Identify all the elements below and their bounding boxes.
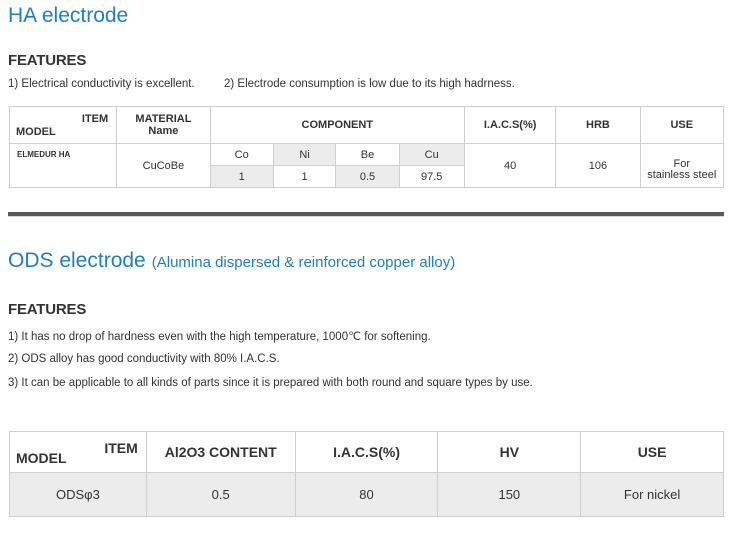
ods-item-label: ITEM [104,440,138,456]
ha-features-heading: FEATURES [8,52,87,69]
ha-model-label: MODEL [16,126,56,138]
ha-comp-value: 0.5 [336,166,399,188]
ha-table-corner-header [10,107,117,144]
ods-table [9,431,724,517]
ods-feature-1: 1) It has no drop of hardness even with the high temperature, 1000℃ for softening. [8,331,431,343]
ha-row-iacs: 40 [464,144,556,188]
ha-item-label: ITEM [81,113,109,125]
ods-feature-2: 2) ODS alloy has good conductivity with 80% I.A.C.S. [8,353,280,365]
ha-row-hrb: 106 [556,144,640,188]
ods-feature-3: 3) It can be applicable to all kinds of parts since it is prepared with both round and square types by use. [8,377,533,389]
ha-use-header: USE [640,107,724,144]
ods-table-corner-header [10,432,147,473]
ods-row-iacs: 80 [295,473,438,517]
ha-comp-name: Co [210,144,273,166]
ha-feature-1: 1) Electrical conductivity is excellent. [8,78,195,90]
ods-al2o3-header: Al2O3 CONTENT [146,432,295,473]
ha-material-header: MATERIAL Name [117,107,211,144]
ha-comp-value: 97.5 [399,166,464,188]
ha-row-use: For stainless steel [640,144,724,188]
ods-model-label: MODEL [16,450,67,466]
ods-row-al2o3: 0.5 [146,473,295,517]
ods-features-heading: FEATURES [8,301,87,318]
ods-row-model: ODSφ3 [10,473,147,517]
ha-comp-value: 1 [273,166,336,188]
ha-comp-name: Ni [273,144,336,166]
ha-table [9,106,724,188]
ods-title: ODS electrode (Alumina dispersed & reinforced copper alloy) [8,249,456,272]
section-divider-shadow [8,216,724,217]
ha-row-material: CuCoBe [117,144,211,188]
ha-hrb-header: HRB [556,107,640,144]
ods-use-header: USE [581,432,724,473]
ods-subtitle: (Alumina dispersed & reinforced copper alloy) [151,254,456,271]
ods-iacs-header: I.A.C.S(%) [295,432,438,473]
ha-component-header: COMPONENT [210,107,464,144]
ha-row-model: ELMEDUR HA [10,144,117,188]
ha-comp-name: Be [336,144,399,166]
ods-hv-header: HV [438,432,581,473]
ha-feature-2: 2) Electrode consumption is low due to its high hadrness. [224,78,515,90]
ods-row-use: For nickel [581,473,724,517]
ods-row-hv: 150 [438,473,581,517]
ha-comp-name: Cu [399,144,464,166]
ha-iacs-header: I.A.C.S(%) [464,107,556,144]
ha-title: HA electrode [8,4,129,27]
ha-comp-value: 1 [210,166,273,188]
ods-table-row [10,473,724,517]
